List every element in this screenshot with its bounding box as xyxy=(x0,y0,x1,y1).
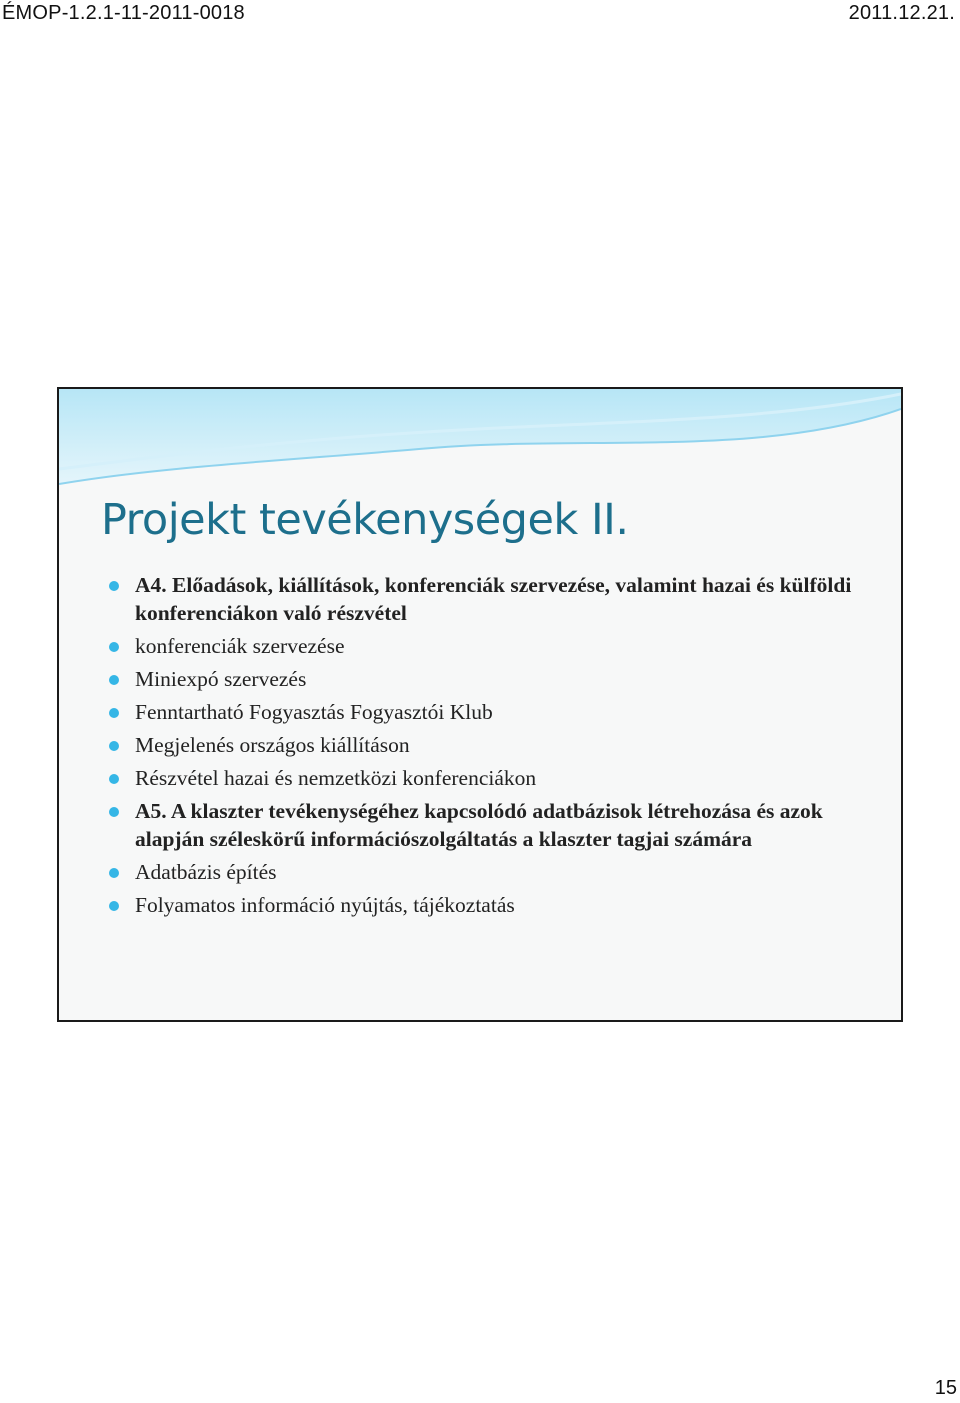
bullet-dot-icon xyxy=(109,708,119,718)
bullet-dot-icon xyxy=(109,901,119,911)
bullet-item xyxy=(105,765,895,792)
slide xyxy=(57,387,903,1022)
bullet-item xyxy=(105,732,895,759)
wave-decoration xyxy=(59,389,901,499)
bullet-item xyxy=(105,666,895,693)
bullet-text: Megjelenés országos kiállításon xyxy=(135,733,410,757)
bullet-text: A5. A klaszter tevékenységéhez kapcsolódó adatbázisok létrehozása és azok alapján széleskörű információszolgáltatás a klaszter tagjai számára xyxy=(135,799,823,851)
page-number: 15 xyxy=(934,1377,957,1399)
bullet-dot-icon xyxy=(109,581,119,591)
document-id: ÉMOP-1.2.1-11-2011-0018 xyxy=(2,2,245,24)
bullet-dot-icon xyxy=(109,807,119,817)
bullet-text: A4. Előadások, kiállítások, konferenciák szervezése, valamint hazai és külföldi konferenciákon való részvétel xyxy=(135,573,852,625)
bullet-item xyxy=(105,699,895,726)
bullet-dot-icon xyxy=(109,774,119,784)
bullet-text: Fenntartható Fogyasztás Fogyasztói Klub xyxy=(135,700,493,724)
bullet-dot-icon xyxy=(109,868,119,878)
bullet-dot-icon xyxy=(109,642,119,652)
slide-title: Projekt tevékenységek II. xyxy=(101,495,629,545)
bullet-dot-icon xyxy=(109,741,119,751)
bullet-item xyxy=(105,572,895,627)
bullet-text: konferenciák szervezése xyxy=(135,634,345,658)
bullet-dot-icon xyxy=(109,675,119,685)
bullet-item xyxy=(105,859,895,886)
document-date: 2011.12.21. xyxy=(848,2,955,24)
bullet-list xyxy=(105,572,895,925)
bullet-text: Folyamatos információ nyújtás, tájékoztatás xyxy=(135,893,515,917)
bullet-text: Adatbázis építés xyxy=(135,860,277,884)
bullet-item xyxy=(105,633,895,660)
bullet-item xyxy=(105,798,895,853)
bullet-item xyxy=(105,892,895,919)
bullet-text: Miniexpó szervezés xyxy=(135,667,307,691)
bullet-text: Részvétel hazai és nemzetközi konferenciákon xyxy=(135,766,537,790)
